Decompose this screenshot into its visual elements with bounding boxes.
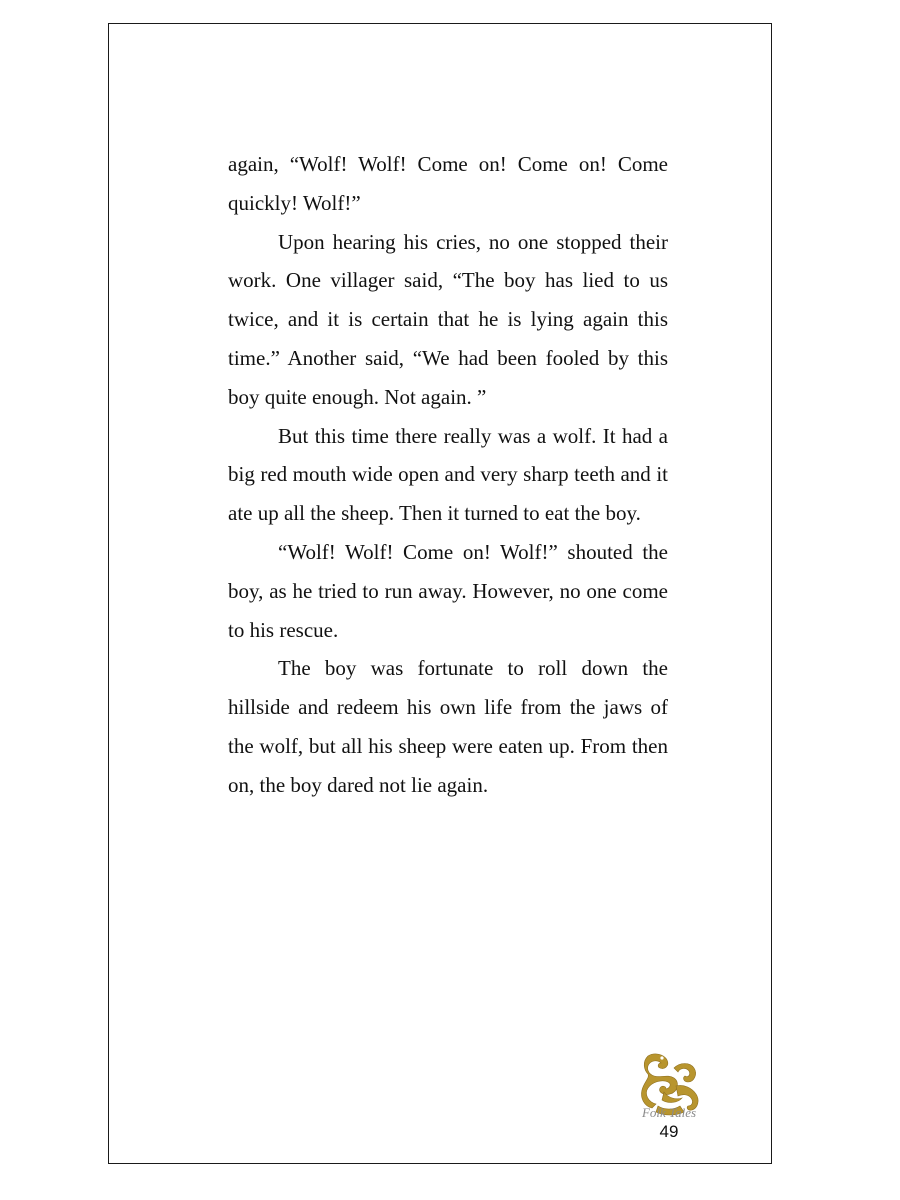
paragraph-1: again, “Wolf! Wolf! Come on! Come on! Come quickly! Wolf!”: [228, 152, 668, 215]
paragraph-5: The boy was fortunate to roll down the hillside and redeem his own life from the jaws of the wolf, but all his sheep were eaten up. From then on, the boy dared not lie again.: [228, 656, 668, 797]
paragraph-4: “Wolf! Wolf! Come on! Wolf!” shouted the boy, as he tried to run away. However, no one come to his rescue.: [228, 539, 668, 642]
paragraph-2: Upon hearing his cries, no one stopped their work. One villager said, “The boy has lied to us twice, and it is certain that he is lying again this time.” Another said, “We had been fooled by this boy quite enough. Not again. ”: [228, 229, 668, 409]
page-body: [228, 145, 668, 805]
series-label: Folk Tales: [641, 1105, 697, 1120]
paragraph-3: But this time there really was a wolf. It had a big red mouth wide open and very sharp teeth and it ate up all the sheep. Then it turned to eat the boy.: [228, 423, 668, 526]
page-number: 49: [659, 1122, 679, 1141]
